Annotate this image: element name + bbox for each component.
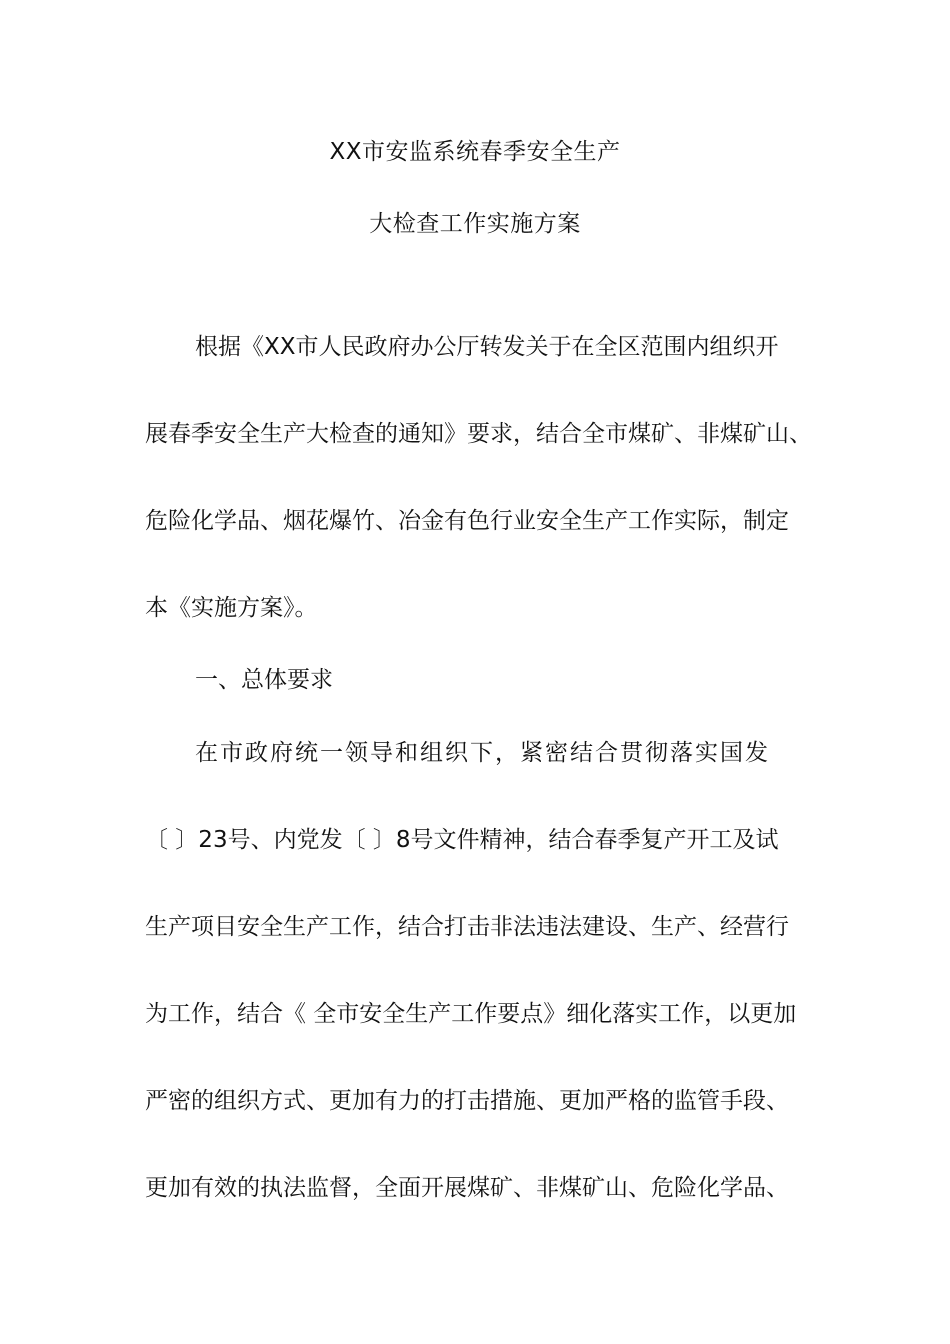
- paragraph-1-line-2: 展春季安全生产大检查的通知》要求，结合全市煤矿、非煤矿山、: [145, 421, 812, 447]
- paragraph-2-line-6: 更加有效的执法监督，全面开展煤矿、非煤矿山、危险化学品、: [145, 1175, 789, 1201]
- paragraph-1-line-3: 危险化学品、烟花爆竹、冶金有色行业安全生产工作实际，制定: [145, 508, 789, 534]
- document-title-line-1: XX市安监系统春季安全生产: [329, 139, 621, 165]
- section-heading-1: 一、总体要求: [195, 667, 333, 693]
- paragraph-1-line-4: 本《实施方案》。: [145, 595, 318, 621]
- paragraph-2-line-2: 〔 〕23号、内党发〔 〕8号文件精神，结合春季复产开工及试: [145, 827, 779, 853]
- document-title-line-2: 大检查工作实施方案: [369, 211, 581, 237]
- paragraph-1-line-1: 根据《XX市人民政府办公厅转发关于在全区范围内组织开: [195, 334, 779, 360]
- paragraph-2-line-4: 为工作，结合《 全市安全生产工作要点》细化落实工作，以更加: [145, 1001, 797, 1027]
- paragraph-2-line-3: 生产项目安全生产工作，结合打击非法违法建设、生产、经营行: [145, 914, 789, 940]
- paragraph-2-line-5: 严密的组织方式、更加有力的打击措施、更加严格的监管手段、: [145, 1088, 789, 1114]
- paragraph-2-line-1: 在市政府统一领导和组织下，紧密结合贯彻落实国发: [195, 740, 770, 766]
